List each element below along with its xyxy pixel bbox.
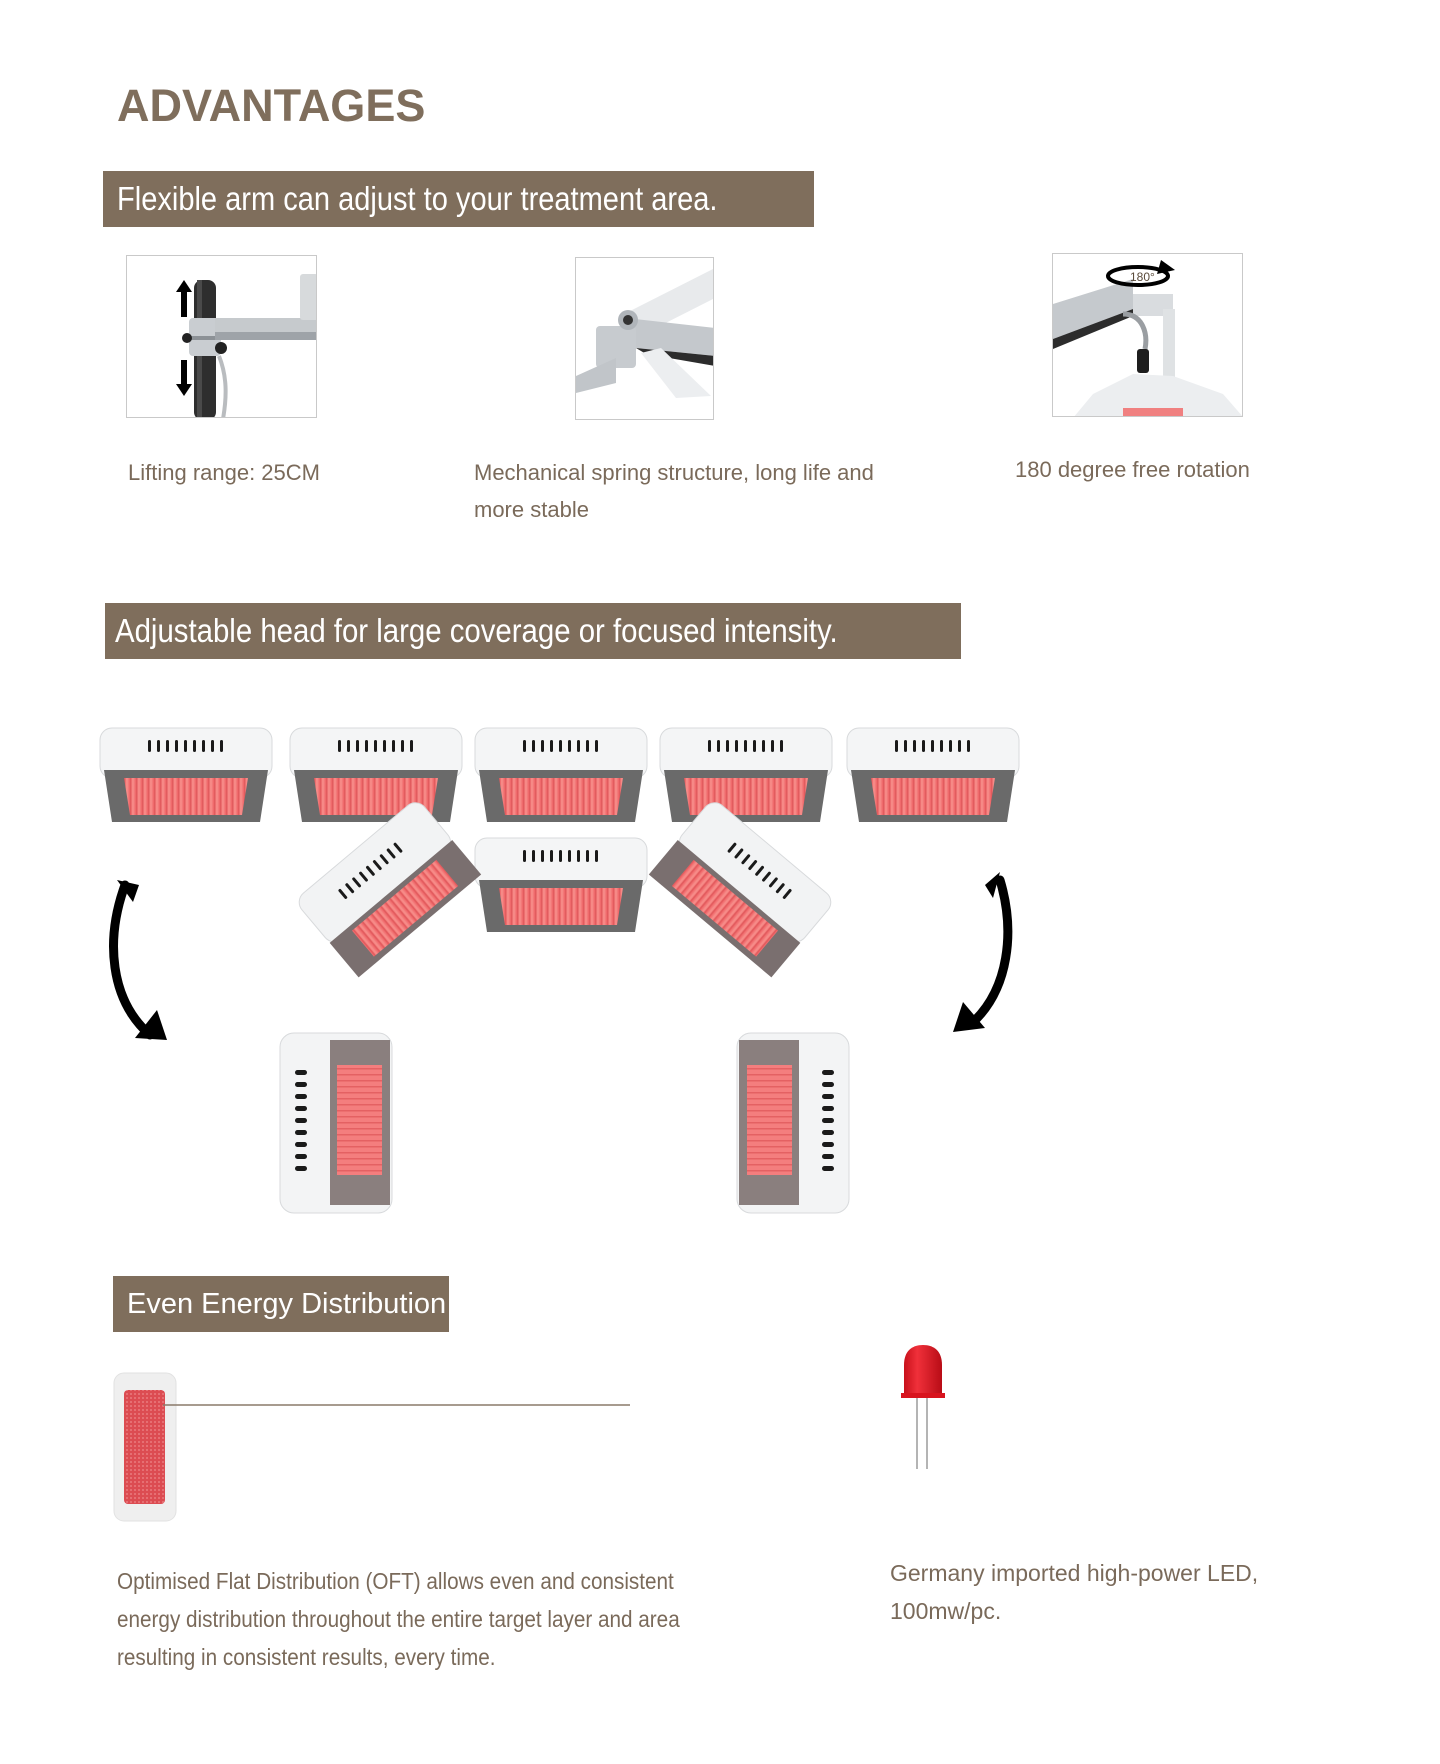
led-panel-lower-right	[737, 1033, 849, 1213]
pole-lifting-arm-photo	[126, 255, 317, 418]
led-panel	[290, 728, 462, 822]
panel-side-view-illustration	[113, 1372, 633, 1524]
curved-panel-arc	[280, 798, 849, 1213]
section-banner-adjustable-head	[105, 603, 961, 659]
arrow-up-icon	[176, 280, 192, 317]
banner-text: Flexible arm can adjust to your treatment area.	[117, 180, 718, 217]
pole-lifting-illustration	[127, 256, 317, 418]
led-panel-configurations-illustration	[95, 720, 1045, 1220]
rotation-illustration	[1053, 254, 1243, 417]
spring-arm-illustration	[576, 258, 714, 420]
feature-caption-lifting: Lifting range: 25CM	[128, 460, 320, 485]
svg-text:180°: 180°	[1130, 270, 1155, 284]
adjustable-head-diagram	[95, 720, 1045, 1220]
led-panel-upper-right	[649, 798, 836, 977]
banner-text: Even Energy Distribution	[127, 1287, 447, 1320]
section-banner-flexible-arm	[103, 171, 814, 227]
section-banner-even-energy	[113, 1276, 449, 1332]
banner-text: Adjustable head for large coverage or focused intensity.	[115, 612, 838, 649]
feature-caption-spring: Mechanical spring structure, long life and more stable	[474, 460, 874, 522]
energy-description: Optimised Flat Distribution (OFT) allows even and consistent energy distribution throughout the entire target layer and area resulting in consistent results, every time.	[117, 1568, 680, 1670]
led-panel-upper-left	[294, 798, 481, 977]
led-panel	[847, 728, 1019, 822]
rotating-head-mount-photo	[1052, 253, 1243, 417]
led-panel-lower-left	[280, 1033, 392, 1213]
led-panel-center	[475, 838, 647, 932]
feature-caption-rotation: 180 degree free rotation	[1015, 457, 1250, 482]
led-caption: Germany imported high-power LED, 100mw/pc.	[890, 1560, 1259, 1624]
arrow-down-icon	[176, 360, 192, 396]
curved-arrow-down-right-icon	[953, 872, 1008, 1032]
led-panel	[100, 728, 272, 822]
curved-arrow-down-left-icon	[114, 880, 167, 1040]
spring-arm-joint-photo	[575, 257, 714, 420]
flat-panel-row	[100, 728, 1019, 822]
red-led-icon	[898, 1343, 948, 1471]
energy-distribution-illustration	[113, 1372, 633, 1524]
led-bulb-illustration	[898, 1343, 948, 1471]
led-panel	[475, 728, 647, 822]
page-title: ADVANTAGES	[117, 80, 426, 131]
led-panel	[660, 728, 832, 822]
rotation-arrow-icon	[1108, 260, 1175, 285]
